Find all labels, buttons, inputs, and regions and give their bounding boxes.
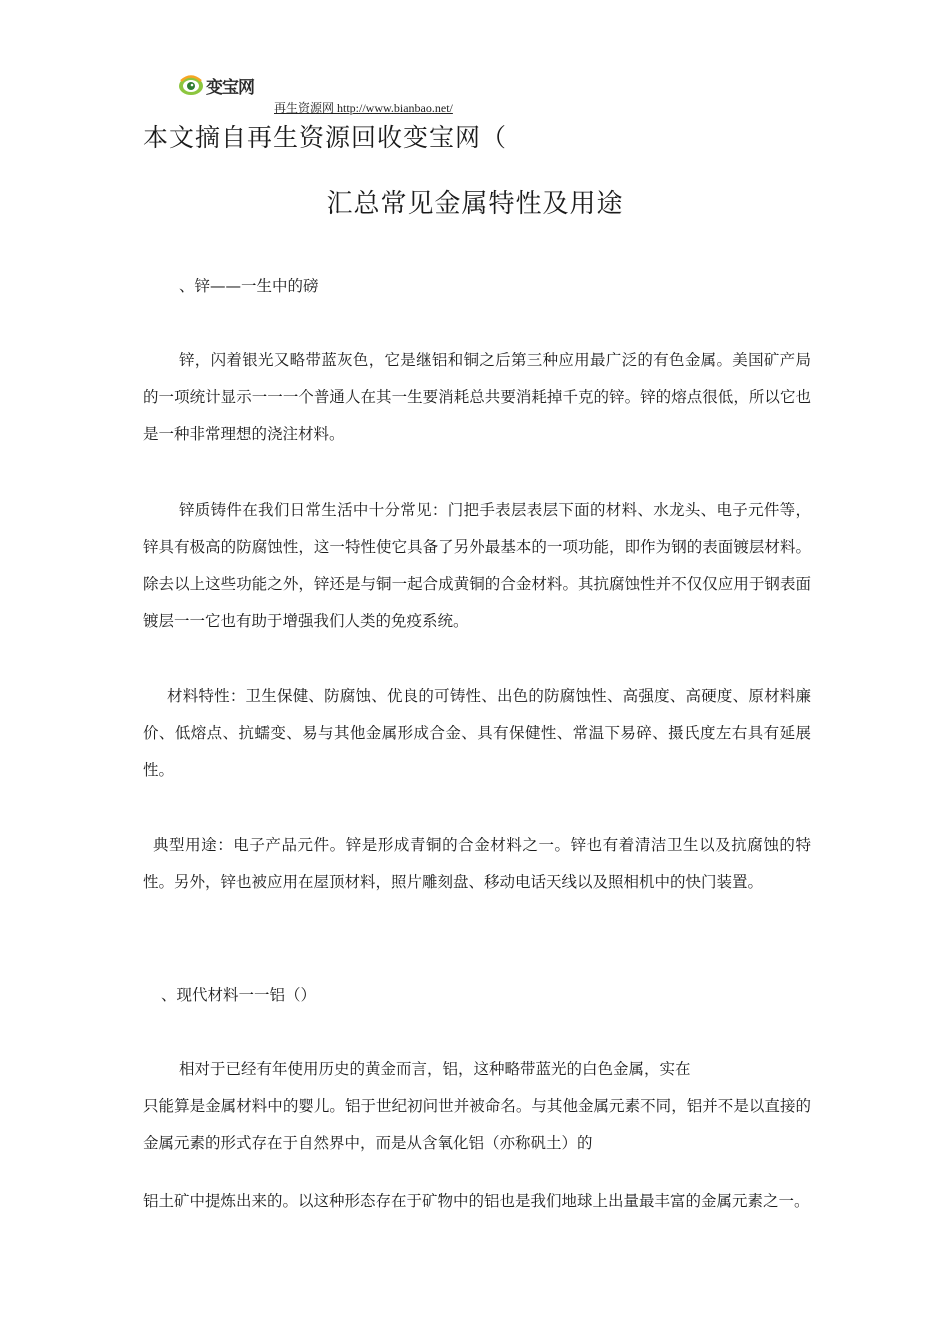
- aluminum-paragraph-2: 铝土矿中提炼出来的。以这种形态存在于矿物中的铝也是我们地球上出量最丰富的金属元素之一。: [143, 1192, 810, 1210]
- aluminum-paragraph-1: 只能算是金属材料中的婴儿。铝于世纪初问世并被命名。与其他金属元素不同，铝并不是以直接的金属元素的形式存在于自然界中，而是从含氧化铝（亦称矾土）的: [143, 1097, 811, 1152]
- zinc-typical-uses: 典型用途：电子产品元件。锌是形成青铜的合金材料之一。锌也有着清洁卫生以及抗腐蚀的特性。另外，锌也被应用在屋顶材料，照片雕刻盘、移动电话天线以及照相机中的快门装置。: [143, 836, 811, 891]
- zinc-material-properties: 材料特性：卫生保健、防腐蚀、优良的可铸性、出色的防腐蚀性、高强度、高硬度、原材料廉价、低熔点、抗蠕变、易与其他金属形成合金、具有保健性、常温下易碎、摄氏度左右具有延展性。: [143, 687, 811, 779]
- document-title: 汇总常见金属特性及用途: [326, 189, 624, 219]
- aluminum-heading: 、现代材料一一铝（）: [161, 986, 317, 1004]
- aluminum-paragraph-1-line-1: 相对于已经有年使用历史的黄金而言，铝，这种略带蓝光的白色金属，实在: [179, 1060, 691, 1078]
- zinc-paragraph-2: 锌质铸件在我们日常生活中十分常见：门把手表层表层下面的材料、水龙头、电子元件等，锌具有极高的防腐蚀性，这一特性使它具备了另外最基本的一项功能，即作为钢的表面镀层材料。除去以上这些功能之外，锌还是与铜一起合成黄铜的合金材料。其抗腐蚀性并不仅仅应用于钢表面镀层一一它也有助于增强我们人类的免疫系统。: [143, 501, 811, 630]
- eye-logo-icon: [178, 72, 204, 98]
- logo-text: 变宝网: [206, 77, 254, 98]
- site-header-link[interactable]: 再生资源网 http://www.bianbao.net/: [274, 101, 453, 115]
- zinc-heading: 、锌——一生中的磅: [179, 277, 319, 295]
- zinc-paragraph-1: 锌，闪着银光又略带蓝灰色，它是继铝和铜之后第三种应用最广泛的有色金属。美国矿产局的一项统计显示一一一个普通人在其一生要消耗总共要消耗掉千克的锌。锌的熔点很低，所以它也是一种非常理想的浇注材料。: [143, 351, 811, 443]
- site-logo[interactable]: [178, 70, 254, 100]
- source-title: 本文摘自再生资源回收变宝网（: [143, 123, 508, 152]
